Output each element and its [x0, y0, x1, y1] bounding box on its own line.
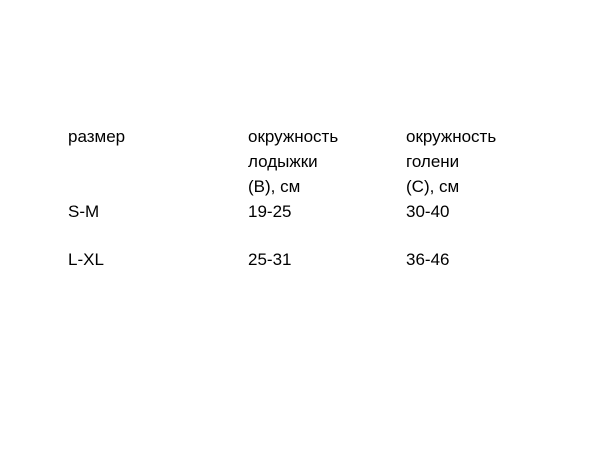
column-header-ankle-circumference — [248, 124, 406, 199]
column-header-calf-line-3: (C), см — [406, 177, 460, 196]
column-header-ankle-line-1: окружность — [248, 127, 339, 146]
cell-calf-l-xl — [406, 247, 566, 299]
cell-size-l-xl — [68, 247, 248, 299]
cell-size-l-xl-label: L-XL — [68, 250, 104, 269]
cell-size-s-m — [68, 199, 248, 247]
column-header-calf-circumference — [406, 124, 566, 199]
cell-ankle-l-xl-label: 25-31 — [248, 250, 292, 269]
column-header-ankle-line-2: лодыжки — [248, 152, 318, 171]
cell-size-s-m-label: S-M — [68, 202, 100, 221]
cell-calf-l-xl-label: 36-46 — [406, 250, 450, 269]
table-row — [68, 247, 566, 299]
column-header-ankle-line-3: (B), см — [248, 177, 301, 196]
table-row — [68, 199, 566, 247]
cell-ankle-s-m — [248, 199, 406, 247]
cell-ankle-s-m-label: 19-25 — [248, 202, 292, 221]
column-header-size — [68, 124, 248, 199]
table-body — [68, 199, 566, 299]
table-header-row — [68, 124, 566, 199]
cell-ankle-l-xl — [248, 247, 406, 299]
cell-calf-s-m-label: 30-40 — [406, 202, 450, 221]
cell-calf-s-m — [406, 199, 566, 247]
column-header-size-line-1: размер — [68, 127, 126, 146]
size-chart-table — [68, 124, 566, 299]
table-header — [68, 124, 566, 199]
column-header-calf-line-2: голени — [406, 152, 460, 171]
column-header-calf-line-1: окружность — [406, 127, 497, 146]
